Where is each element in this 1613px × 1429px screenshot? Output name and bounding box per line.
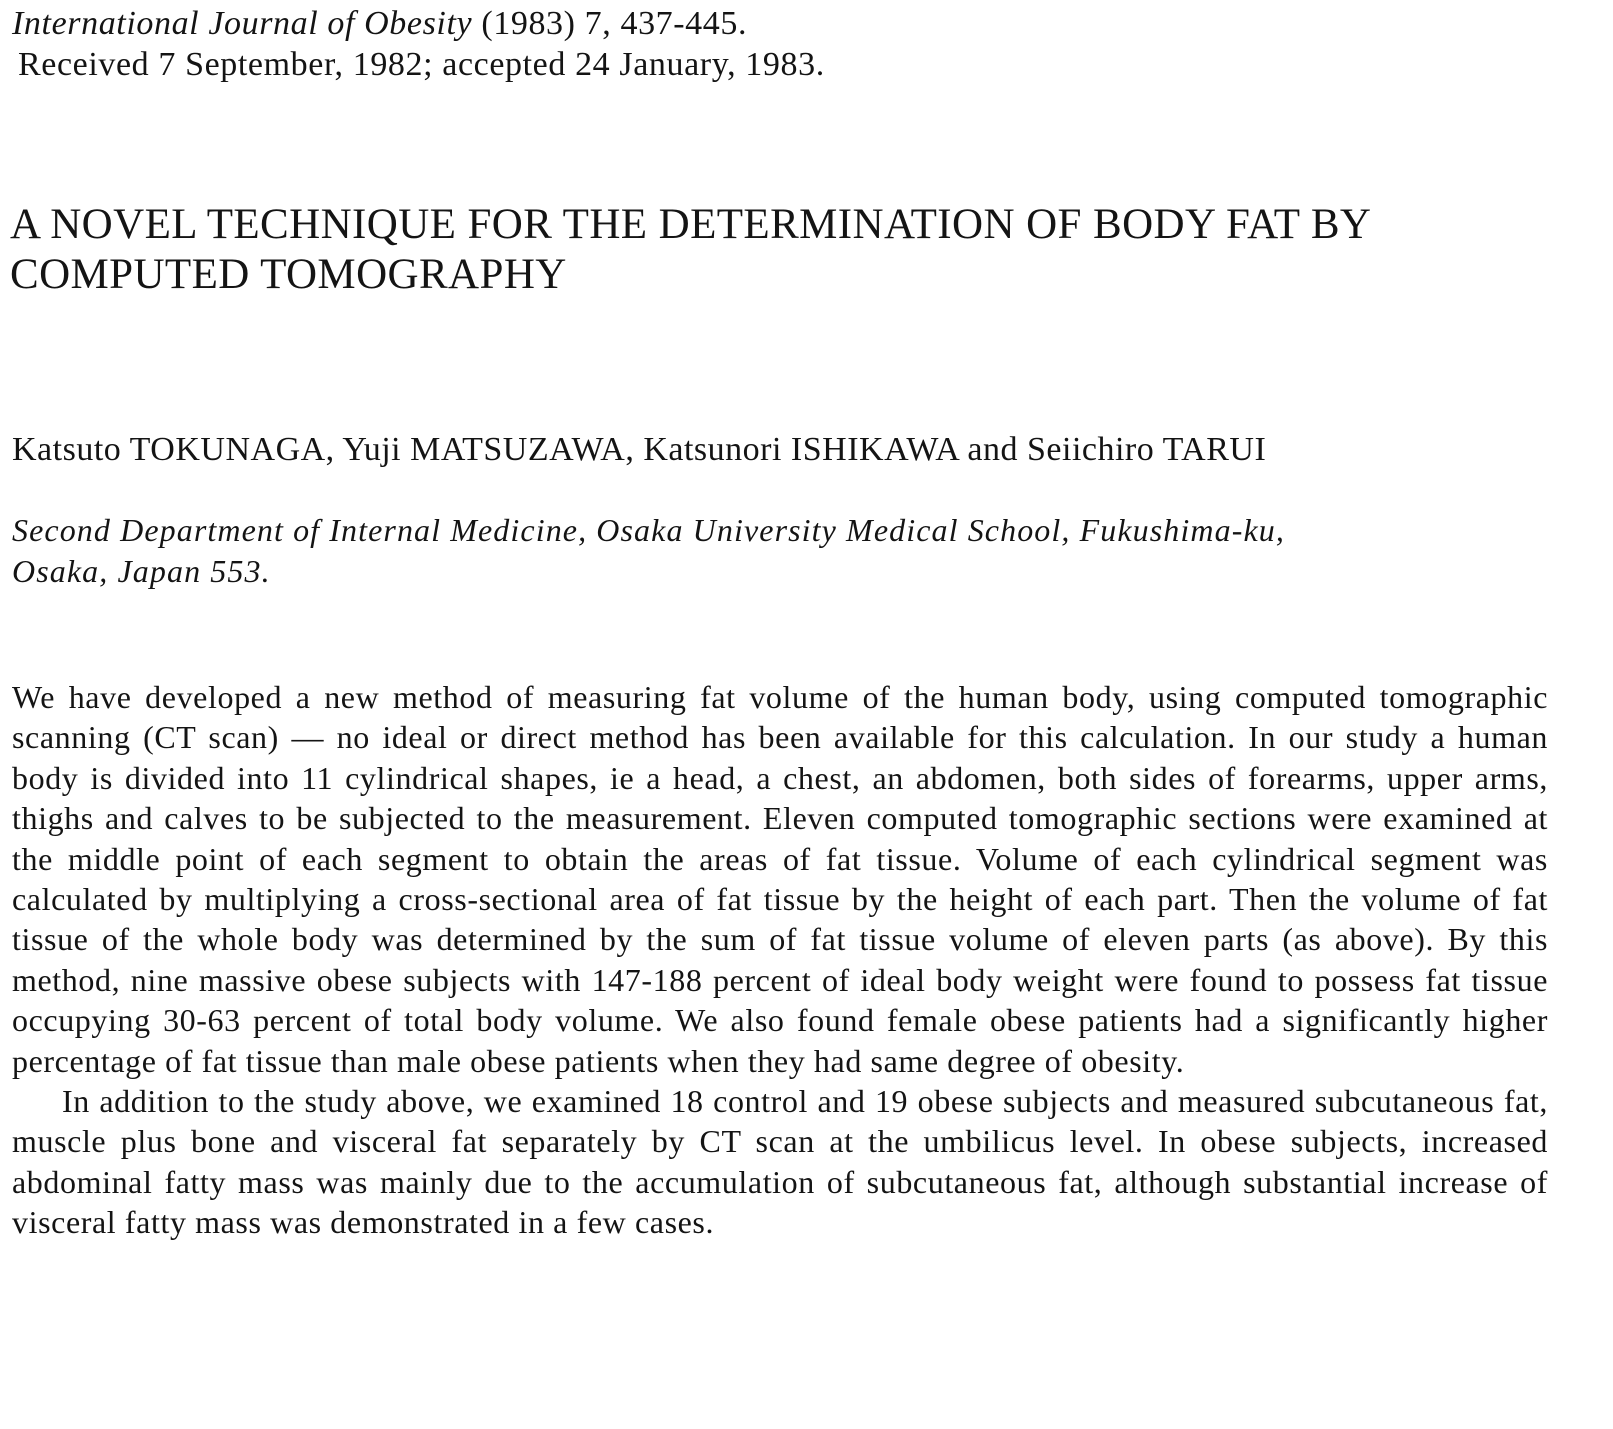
abstract	[12, 677, 1548, 1243]
abstract-paragraph-2: In addition to the study above, we examined 18 control and 19 obese subjects and measured subcutaneous fat, muscle plus bone and visceral fat separately by CT scan at the umbilicus level. In obese subjects, increased abdominal fatty mass was mainly due to the accumulation of subcutaneous fat, although substantial increase of visceral fatty mass was demonstrated in a few cases.	[12, 1083, 1548, 1241]
affiliation-line-2: Osaka, Japan 553.	[12, 553, 271, 589]
received-dates: Received 7 September, 1982; accepted 24 January, 1983.	[18, 46, 825, 83]
author-list: Katsuto TOKUNAGA, Yuji MATSUZAWA, Katsunori ISHIKAWA and Seiichiro TARUI	[12, 431, 1267, 468]
journal-citation	[12, 2, 1572, 46]
abstract-paragraph-1: We have developed a new method of measuring fat volume of the human body, using computed tomographic scanning (CT scan) — no ideal or direct method has been available for this calculation. In our study a human body is divided into 11 cylindrical shapes, ie a head, a chest, an abdomen, both sides of forearms, upper arms, thighs and calves to be subjected to the measurement. Eleven computed tomographic sections were examined at the middle point of each segment to obtain the areas of fat tissue. Volume of each cylindrical segment was calculated by multiplying a cross-sectional area of fat tissue by the height of each part. Then the volume of fat tissue of the whole body was determined by the sum of fat tissue volume of eleven parts (as above). By this method, nine massive obese subjects with 147-188 percent of ideal body weight were found to possess fat tissue occupying 30-63 percent of total body volume. We also found female obese patients had a significantly higher percentage of fat tissue than male obese patients when they had same degree of obesity.	[12, 679, 1548, 1079]
paper-title-line-1: A NOVEL TECHNIQUE FOR THE DETERMINATION OF BODY FAT BY	[10, 201, 1372, 248]
affiliation-line-1: Second Department of Internal Medicine, Osaka University Medical School, Fukushima-ku,	[12, 512, 1285, 548]
paper-title-line-2: COMPUTED TOMOGRAPHY	[10, 251, 567, 298]
journal-volume-pages: (1983) 7, 437-445.	[472, 5, 748, 42]
paper-title	[10, 200, 1570, 300]
author-affiliation	[12, 510, 1572, 592]
journal-name: International Journal of Obesity	[12, 5, 473, 42]
